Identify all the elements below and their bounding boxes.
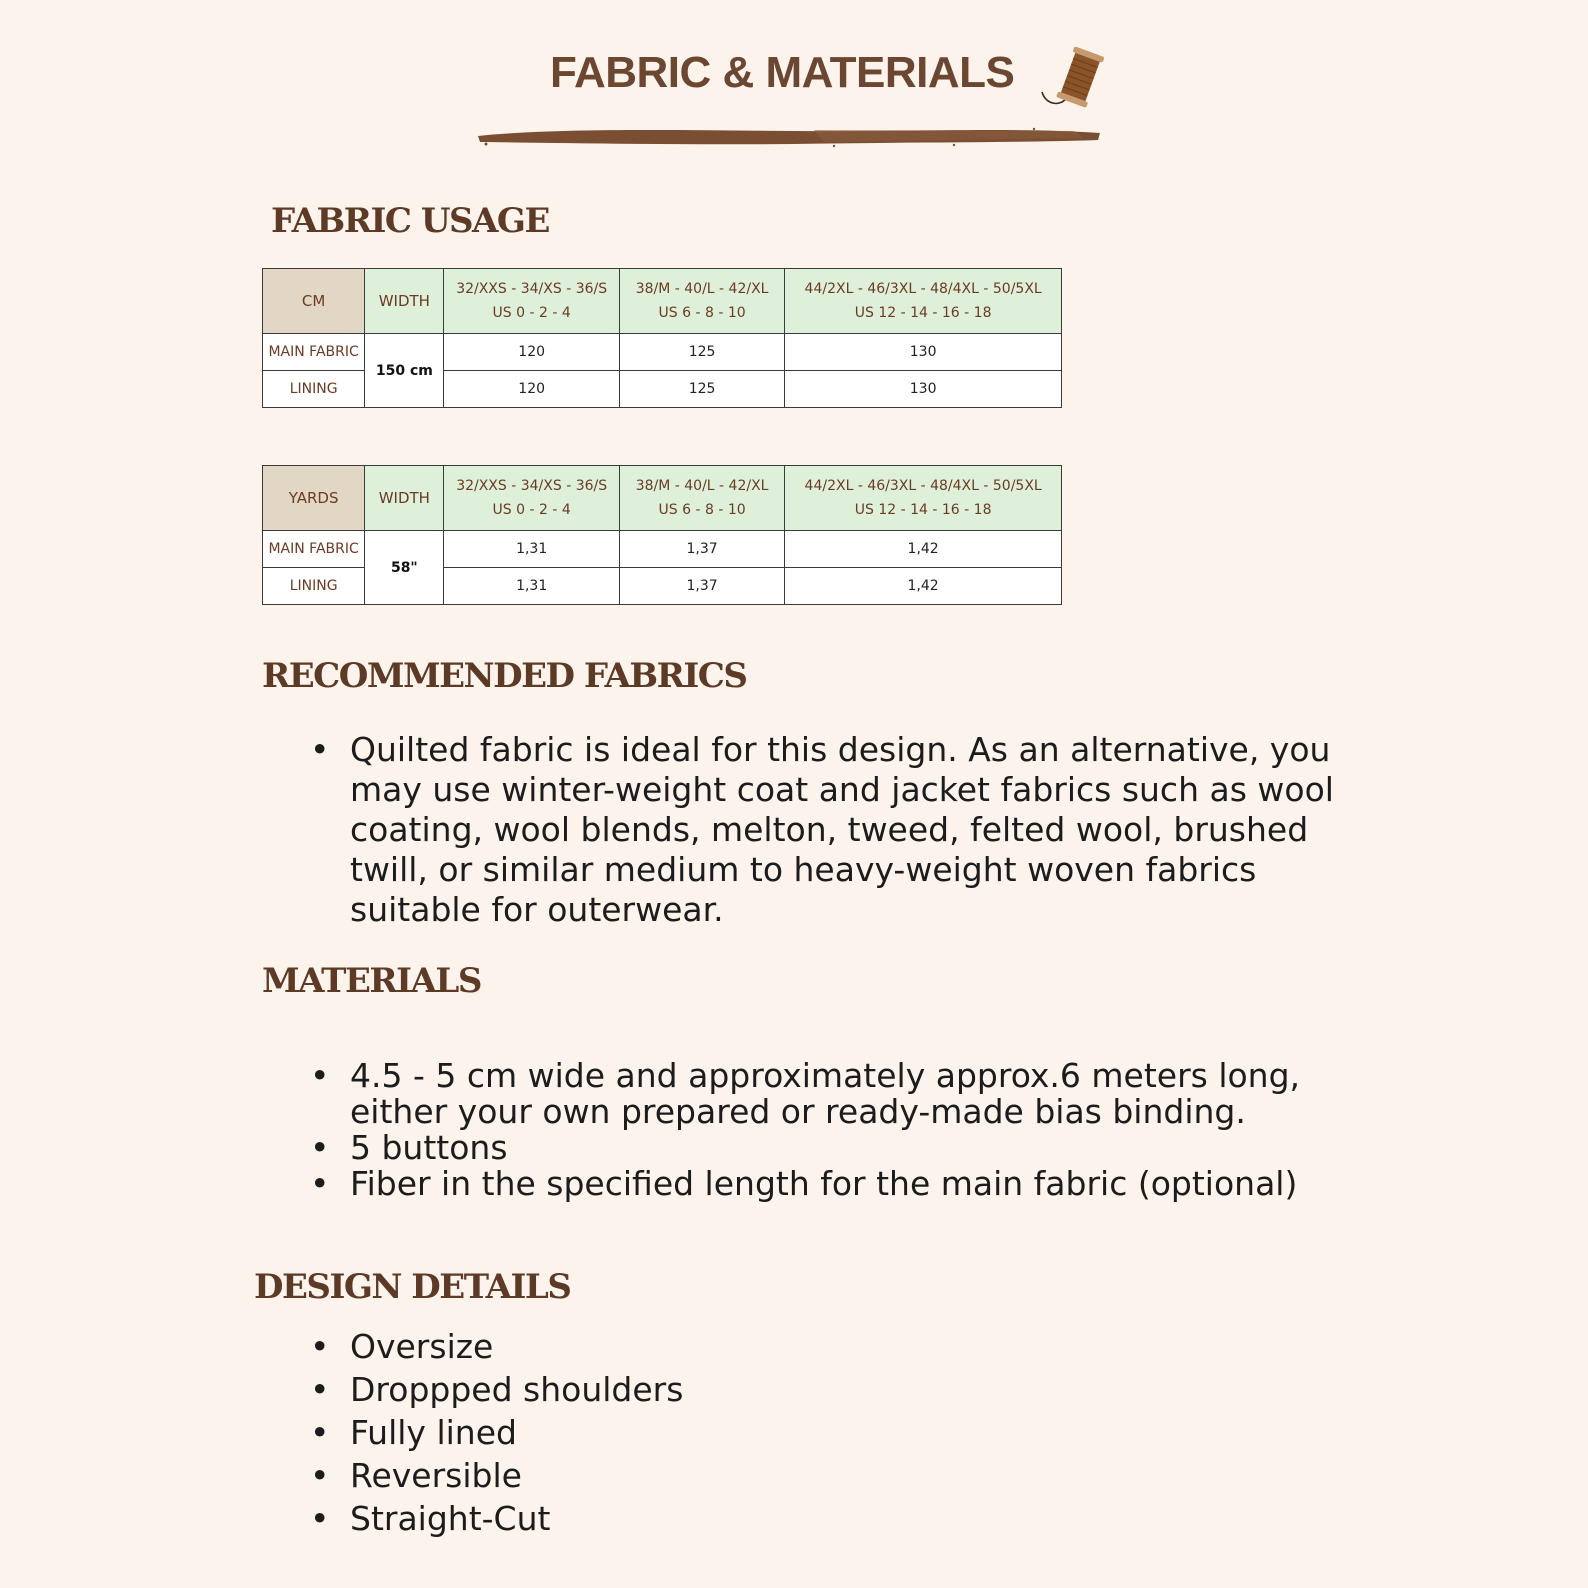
- row-label-main-fabric: MAIN FABRIC: [263, 531, 365, 568]
- recommended-fabrics-list: [310, 730, 1334, 930]
- size-column-header: 38/M - 40/L - 42/XL US 6 - 8 - 10: [619, 466, 784, 531]
- size-column-header: 44/2XL - 46/3XL - 48/4XL - 50/5XL US 12 - 14 - 16 - 18: [785, 466, 1062, 531]
- list-item: • Reversible: [310, 1456, 522, 1495]
- table-cell: 1,37: [619, 568, 784, 605]
- table-cell: 120: [444, 371, 619, 408]
- table-cell: 125: [619, 371, 784, 408]
- materials-heading: MATERIALS: [262, 961, 481, 1001]
- list-item: • Straight-Cut: [310, 1499, 551, 1538]
- list-item: • Quilted fabric is ideal for this design. As an alternative, you may use winter-weight coat and jacket fabrics such as wool coating, wool blends, melton, tweed, felted wool, brushed twill, or similar medium to heavy-weight woven fabrics suitable for outerwear.: [310, 730, 1334, 929]
- size-column-header: 38/M - 40/L - 42/XL US 6 - 8 - 10: [619, 269, 784, 334]
- row-label-lining: LINING: [263, 568, 365, 605]
- table-cell: 1,31: [444, 568, 619, 605]
- bullet-icon: •: [310, 1413, 330, 1452]
- fabric-usage-heading: FABRIC USAGE: [271, 201, 549, 241]
- unit-header-yards: YARDS: [263, 466, 365, 531]
- table-cell: 130: [785, 371, 1062, 408]
- table-cell: 1,42: [785, 531, 1062, 568]
- width-value: 150 cm: [365, 334, 444, 408]
- bullet-icon: •: [310, 1128, 330, 1167]
- bullet-icon: •: [310, 1456, 330, 1495]
- list-item: • Droppped shoulders: [310, 1370, 684, 1409]
- size-column-header: 44/2XL - 46/3XL - 48/4XL - 50/5XL US 12 - 14 - 16 - 18: [785, 269, 1062, 334]
- list-item: • Fully lined: [310, 1413, 517, 1452]
- width-header: WIDTH: [365, 466, 444, 531]
- table-cell: 1,37: [619, 531, 784, 568]
- thread-spool-icon: [1040, 40, 1116, 116]
- page-title: FABRIC & MATERIALS: [550, 48, 1015, 97]
- bullet-icon: •: [310, 1056, 330, 1095]
- table-cell: 130: [785, 334, 1062, 371]
- bullet-icon: •: [310, 1327, 330, 1366]
- bullet-icon: •: [310, 1499, 330, 1538]
- unit-header-cm: CM: [263, 269, 365, 334]
- table-cell: 1,31: [444, 531, 619, 568]
- width-value: 58": [365, 531, 444, 605]
- width-header: WIDTH: [365, 269, 444, 334]
- list-item: • 4.5 - 5 cm wide and approximately approx.6 meters long, either your own prepared or ready-made bias binding.: [310, 1056, 1301, 1131]
- fabric-usage-yards-table: [262, 465, 1062, 605]
- table-cell: 125: [619, 334, 784, 371]
- materials-list: [310, 1058, 1300, 1202]
- design-details-heading: DESIGN DETAILS: [254, 1267, 571, 1307]
- row-label-lining: LINING: [263, 371, 365, 408]
- brush-stroke-divider: [474, 122, 1104, 152]
- row-label-main-fabric: MAIN FABRIC: [263, 334, 365, 371]
- bullet-icon: •: [310, 1370, 330, 1409]
- table-cell: 120: [444, 334, 619, 371]
- table-row: [263, 531, 1062, 568]
- bullet-icon: •: [310, 1164, 330, 1203]
- design-details-list: [310, 1325, 683, 1540]
- list-item: • Fiber in the specified length for the main fabric (optional): [310, 1164, 1298, 1203]
- table-cell: 1,42: [785, 568, 1062, 605]
- bullet-icon: •: [310, 730, 330, 769]
- list-item: • Oversize: [310, 1327, 494, 1366]
- list-item: • 5 buttons: [310, 1128, 508, 1167]
- size-column-header: 32/XXS - 34/XS - 36/S US 0 - 2 - 4: [444, 269, 619, 334]
- fabric-usage-cm-table: [262, 268, 1062, 408]
- recommended-fabrics-heading: RECOMMENDED FABRICS: [262, 656, 747, 696]
- size-column-header: 32/XXS - 34/XS - 36/S US 0 - 2 - 4: [444, 466, 619, 531]
- table-row: [263, 334, 1062, 371]
